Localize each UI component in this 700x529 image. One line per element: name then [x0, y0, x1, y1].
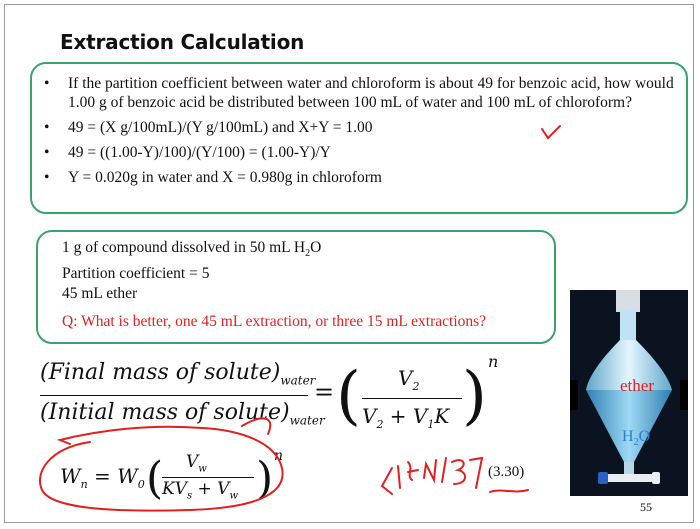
formula2-kvs-sub: s: [186, 490, 193, 502]
formula1-rhs-denominator: [362, 404, 449, 431]
formula2-vw: V: [186, 452, 199, 472]
formula1-rhs-den-v: V: [362, 404, 377, 428]
example-line-1: [62, 238, 321, 264]
formula1-exponent: n: [488, 352, 499, 371]
bullet-list: [44, 74, 684, 193]
formula1-den-sub: water: [289, 413, 325, 428]
example-text: [62, 238, 321, 304]
water-label: [622, 428, 650, 448]
water-label-sub: 2: [633, 437, 639, 449]
formula2-exponent: n: [274, 448, 284, 464]
bullet-item: • If the partition coefficient between water and chloroform is about 49 for benzoic acid, how would 1.00 g of benzoic acid be distributed between 100 mL of water and 100 mL of chloroform?: [44, 74, 684, 112]
bullet-item: • Y = 0.020g in water and X = 0.980g in chloroform: [44, 168, 684, 187]
formula1-den-text: (Initial mass of solute): [40, 400, 290, 425]
equation-number: (3.30): [488, 464, 525, 480]
bullet-item: • 49 = (X g/100mL)/(Y g/100mL) and X+Y = 1.00: [44, 118, 684, 137]
example-line-2: Partition coefficient = 5: [62, 265, 210, 283]
formula1-v2-sub: 2: [412, 380, 420, 393]
formula2-w0-sub: 0: [137, 478, 145, 491]
formula1-left-paren: (: [336, 359, 361, 433]
formula2-left-paren: (: [146, 453, 164, 504]
page-number: 55: [640, 500, 652, 514]
formula2-wn: W: [60, 464, 81, 488]
water-label-o: O: [638, 428, 651, 445]
formula1-num-text: (Final mass of solute): [40, 360, 281, 385]
example-question: Q: What is better, one 45 mL extraction, or three 15 mL extractions?: [62, 313, 487, 330]
formula1-numerator: [40, 360, 315, 387]
formula2-plus-vw-sub: w: [229, 490, 239, 502]
example-line-1-sub: 2: [305, 248, 311, 260]
ether-label: ether: [620, 376, 654, 395]
example-line-1-end: O: [310, 239, 322, 256]
formula1-rhs-den-mid: + V: [383, 404, 428, 428]
example-line-1-text: 1 g of compound dissolved in 50 mL H: [62, 239, 306, 256]
handdrawn-circle-annotation: [30, 412, 290, 516]
formula2-right-paren: ): [256, 453, 274, 504]
formula1-right-paren: ): [462, 359, 487, 433]
underline-annotation: [488, 486, 532, 496]
example-line-3: 45 mL ether: [62, 285, 138, 303]
formula1-fraction-bar: [40, 395, 308, 396]
handwritten-scribble-annotation: [378, 450, 488, 500]
formula1-v2: V: [398, 366, 413, 390]
formula2-vw-sub: w: [198, 463, 207, 475]
formula2-plus-vw: + V: [192, 479, 230, 499]
bullet-item: • 49 = ((1.00-Y)/100)/(Y/100) = (1.00-Y)/Y: [44, 143, 684, 162]
water-label-h: H: [622, 428, 634, 445]
slide-title: Extraction Calculation: [60, 30, 305, 54]
separatory-funnel-photo: [570, 290, 688, 496]
formula1-rhs-den-end: K: [434, 404, 450, 428]
formula2-eq-w0: = W: [87, 464, 138, 488]
check-mark-icon: [540, 123, 562, 141]
formula1-num-sub: water: [280, 373, 316, 388]
formula1-rhs-den-sub: 2: [376, 418, 384, 431]
formula2-wn-sub: n: [80, 478, 88, 491]
formula1-rhs-bar: [362, 398, 462, 399]
formula2-kvs: KV: [162, 479, 187, 499]
formula1-rhs-numerator: [398, 366, 419, 393]
formula1-equals: =: [314, 378, 335, 406]
formula1-rhs-den-mid-sub: 1: [427, 418, 435, 431]
